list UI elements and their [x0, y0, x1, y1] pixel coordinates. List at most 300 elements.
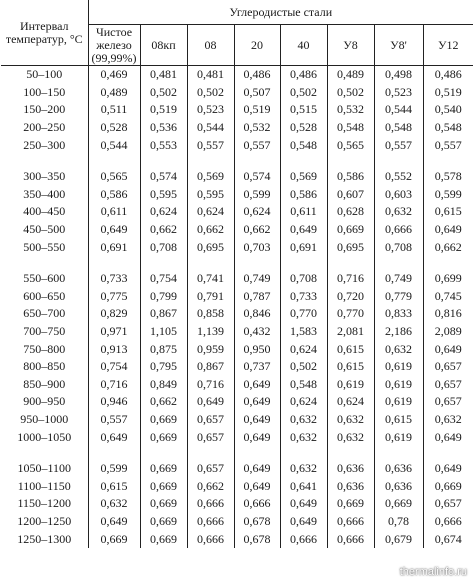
value-cell: 0,799 — [140, 288, 187, 306]
value-cell: 0,544 — [88, 136, 140, 154]
value-cell: 0,649 — [280, 495, 327, 513]
column-header-line: У12 — [438, 37, 459, 52]
value-cell: 0,624 — [327, 393, 374, 411]
value-cell: 0,552 — [374, 168, 423, 186]
value-cell: 0,615 — [434, 204, 462, 219]
spacer-cell — [234, 154, 280, 168]
value-cell: 0,770 — [327, 305, 374, 323]
value-cell: 0,486 — [234, 66, 280, 84]
value-cell: 0,619 — [327, 376, 374, 394]
value-cell: 0,548 — [434, 120, 462, 135]
group-spacer — [1, 154, 473, 168]
column-header — [140, 25, 187, 66]
value-cell: 0,662 — [187, 221, 234, 239]
table-row — [1, 186, 473, 204]
value-cell: 0,557 — [234, 136, 280, 154]
value-cell: 0,599 — [234, 186, 280, 204]
value-cell: 0,649 — [187, 393, 234, 411]
value-cell: 0,691 — [280, 238, 327, 256]
value-cell: 0,662 — [187, 477, 234, 495]
spacer-cell — [88, 256, 140, 270]
value-cell: 1,583 — [280, 323, 327, 341]
spacer-cell — [1, 256, 88, 270]
value-cell: 0,624 — [187, 203, 234, 221]
table-row — [1, 358, 473, 376]
value-cell: 0,669 — [140, 495, 187, 513]
value-cell: 0,649 — [434, 461, 462, 476]
value-cell: 0,716 — [327, 270, 374, 288]
value-cell: 0,502 — [327, 84, 374, 102]
table-row — [1, 495, 473, 513]
temperature-range-cell: 900–950 — [1, 393, 88, 411]
value-cell: 0,795 — [140, 358, 187, 376]
value-cell: 0,548 — [280, 376, 327, 394]
spacer-cell — [280, 446, 327, 460]
table-row — [1, 513, 473, 531]
value-cell: 0,737 — [234, 358, 280, 376]
temperature-range-cell: 1050–1100 — [1, 460, 88, 478]
value-cell: 0,649 — [88, 513, 140, 531]
value-cell: 0,565 — [327, 136, 374, 154]
value-cell: 0,624 — [234, 203, 280, 221]
temperature-range-cell: 350–400 — [1, 186, 88, 204]
table-row — [1, 270, 473, 288]
value-cell: 0,662 — [234, 221, 280, 239]
value-cell: 0,432 — [234, 323, 280, 341]
spacer-cell — [280, 256, 327, 270]
temperature-range-cell: 250–300 — [1, 136, 88, 154]
value-cell: 0,666 — [434, 513, 462, 528]
value-cell: 1,105 — [140, 323, 187, 341]
spacer-cell — [140, 154, 187, 168]
value-cell: 0,532 — [234, 119, 280, 137]
temperature-range-cell: 850–900 — [1, 376, 88, 394]
value-cell: 0,536 — [140, 119, 187, 137]
row-header-line: Интервал — [19, 18, 69, 33]
value-cell: 0,662 — [140, 393, 187, 411]
value-cell: 0,502 — [280, 84, 327, 102]
value-cell: 0,553 — [140, 136, 187, 154]
temperature-range-cell: 800–850 — [1, 358, 88, 376]
value-cell: 0,636 — [374, 460, 423, 478]
value-cell: 0,678 — [234, 513, 280, 531]
column-header — [187, 25, 234, 66]
value-cell: 0,649 — [234, 428, 280, 446]
value-cell: 0,695 — [187, 238, 234, 256]
value-cell: 1,139 — [187, 323, 234, 341]
value-cell: 0,699 — [434, 271, 462, 286]
value-cell: 0,666 — [187, 530, 234, 548]
table-row — [1, 530, 473, 548]
value-cell: 0,498 — [374, 66, 423, 84]
spacer-cell — [374, 446, 423, 460]
value-cell: 0,649 — [234, 393, 280, 411]
spacer-cell — [423, 256, 473, 270]
table-row — [1, 101, 473, 119]
value-cell: 0,523 — [187, 101, 234, 119]
value-cell: 0,615 — [327, 358, 374, 376]
value-cell: 0,569 — [187, 168, 234, 186]
value-cell: 0,636 — [374, 477, 423, 495]
temperature-range-cell: 300–350 — [1, 168, 88, 186]
column-header-line: У8 — [343, 37, 358, 52]
value-cell: 0,849 — [140, 376, 187, 394]
value-cell: 0,578 — [434, 169, 462, 184]
value-cell: 0,548 — [327, 119, 374, 137]
temperature-range-cell: 650–700 — [1, 305, 88, 323]
value-cell: 0,779 — [374, 288, 423, 306]
value-cell: 0,632 — [88, 495, 140, 513]
value-cell: 0,678 — [234, 530, 280, 548]
spacer-cell — [374, 154, 423, 168]
value-cell: 0,632 — [327, 411, 374, 429]
value-cell: 0,669 — [140, 460, 187, 478]
value-cell: 0,619 — [374, 428, 423, 446]
value-cell: 0,741 — [187, 270, 234, 288]
value-cell: 0,669 — [88, 530, 140, 548]
value-cell: 0,519 — [234, 101, 280, 119]
value-cell: 0,666 — [187, 513, 234, 531]
table-row — [1, 477, 473, 495]
value-cell: 0,669 — [327, 495, 374, 513]
value-cell: 0,662 — [140, 221, 187, 239]
value-cell: 0,636 — [327, 460, 374, 478]
column-header — [374, 25, 423, 66]
temperature-range-cell: 700–750 — [1, 323, 88, 341]
value-cell: 0,641 — [280, 477, 327, 495]
value-cell: 0,636 — [327, 477, 374, 495]
value-cell: 0,649 — [234, 460, 280, 478]
value-cell: 0,481 — [187, 66, 234, 84]
value-cell: 0,615 — [327, 340, 374, 358]
value-cell: 0,78 — [374, 513, 423, 531]
value-cell: 0,691 — [88, 238, 140, 256]
value-cell: 0,720 — [327, 288, 374, 306]
value-cell: 0,829 — [88, 305, 140, 323]
spacer-cell — [234, 446, 280, 460]
value-cell: 0,649 — [434, 341, 462, 356]
table-row — [1, 136, 473, 154]
watermark: thermalinfo.ru — [399, 566, 467, 578]
value-cell: 0,666 — [327, 513, 374, 531]
column-header-line: 40 — [297, 37, 310, 52]
value-cell: 0,669 — [140, 411, 187, 429]
spacer-cell — [327, 446, 374, 460]
value-cell: 0,669 — [140, 513, 187, 531]
value-cell: 0,716 — [88, 376, 140, 394]
spacer-cell — [327, 256, 374, 270]
table-row — [1, 411, 473, 429]
value-cell: 0,754 — [88, 358, 140, 376]
table-row — [1, 340, 473, 358]
table-row — [1, 66, 473, 84]
value-cell: 0,745 — [434, 288, 462, 303]
value-cell: 0,557 — [434, 137, 462, 152]
temperature-range-cell: 1100–1150 — [1, 477, 88, 495]
value-cell: 0,666 — [280, 530, 327, 548]
value-cell: 0,649 — [434, 429, 462, 444]
spacer-cell — [327, 154, 374, 168]
value-cell: 0,649 — [88, 221, 140, 239]
value-cell: 0,770 — [280, 305, 327, 323]
value-cell: 0,959 — [187, 340, 234, 358]
spacer-cell — [187, 154, 234, 168]
value-cell: 0,971 — [88, 323, 140, 341]
value-cell: 2,089 — [434, 324, 462, 339]
column-header — [280, 25, 327, 66]
spacer-cell — [1, 446, 88, 460]
value-cell: 0,603 — [374, 186, 423, 204]
value-cell: 0,481 — [140, 66, 187, 84]
column-header — [327, 25, 374, 66]
column-header-line: 20 — [251, 37, 263, 52]
spacer-cell — [1, 154, 88, 168]
temperature-range-cell: 100–150 — [1, 84, 88, 102]
value-cell: 0,544 — [374, 101, 423, 119]
value-cell: 0,519 — [140, 101, 187, 119]
table-row — [1, 460, 473, 478]
spacer-cell — [88, 446, 140, 460]
value-cell: 0,619 — [374, 393, 423, 411]
group-spacer — [1, 256, 473, 270]
temperature-range-cell: 1150–1200 — [1, 495, 88, 513]
value-cell: 0,708 — [280, 270, 327, 288]
value-cell: 0,649 — [234, 411, 280, 429]
value-cell: 0,679 — [374, 530, 423, 548]
value-cell: 0,632 — [374, 203, 423, 221]
value-cell: 0,846 — [234, 305, 280, 323]
value-cell: 0,649 — [280, 513, 327, 531]
spacer-cell — [280, 154, 327, 168]
value-cell: 0,632 — [434, 411, 462, 426]
value-cell: 0,628 — [327, 203, 374, 221]
value-cell: 0,662 — [434, 239, 462, 254]
value-cell: 0,913 — [88, 340, 140, 358]
row-header — [1, 0, 88, 66]
value-cell: 0,657 — [187, 460, 234, 478]
table-row — [1, 428, 473, 446]
value-cell: 0,624 — [140, 203, 187, 221]
spacer-cell — [187, 446, 234, 460]
spacer-cell — [423, 446, 473, 460]
value-cell: 0,632 — [280, 428, 327, 446]
column-header-line: 08 — [204, 37, 217, 52]
column-header-line: У8' — [390, 37, 407, 52]
value-cell: 0,649 — [280, 221, 327, 239]
table-row — [1, 203, 473, 221]
value-cell: 0,519 — [434, 84, 462, 99]
value-cell: 0,666 — [234, 495, 280, 513]
column-header-line: железо — [96, 37, 132, 52]
value-cell: 0,599 — [88, 460, 140, 478]
value-cell: 0,657 — [434, 359, 462, 374]
value-cell: 0,669 — [327, 221, 374, 239]
value-cell: 0,632 — [280, 460, 327, 478]
value-cell: 0,515 — [280, 101, 327, 119]
value-cell: 0,858 — [187, 305, 234, 323]
value-cell: 0,733 — [88, 270, 140, 288]
value-cell: 0,544 — [187, 119, 234, 137]
value-cell: 0,669 — [140, 428, 187, 446]
temperature-range-cell: 550–600 — [1, 270, 88, 288]
value-cell: 0,787 — [234, 288, 280, 306]
table-row — [1, 323, 473, 341]
temperature-range-cell: 50–100 — [1, 66, 88, 84]
value-cell: 0,649 — [234, 376, 280, 394]
value-cell: 0,548 — [374, 119, 423, 137]
value-cell: 0,569 — [280, 168, 327, 186]
value-cell: 0,469 — [88, 66, 140, 84]
value-cell: 0,749 — [234, 270, 280, 288]
value-cell: 0,875 — [140, 340, 187, 358]
value-cell: 0,666 — [374, 221, 423, 239]
value-cell: 0,595 — [140, 186, 187, 204]
value-cell: 0,624 — [280, 340, 327, 358]
spacer-cell — [423, 154, 473, 168]
group-spacer — [1, 446, 473, 460]
value-cell: 0,502 — [187, 84, 234, 102]
value-cell: 0,599 — [434, 186, 462, 201]
value-cell: 0,666 — [187, 495, 234, 513]
spacer-cell — [374, 256, 423, 270]
value-cell: 0,632 — [374, 340, 423, 358]
specific-heat-table — [1, 0, 473, 548]
value-cell: 0,548 — [280, 136, 327, 154]
value-cell: 0,586 — [280, 186, 327, 204]
value-cell: 0,708 — [140, 238, 187, 256]
value-cell: 0,657 — [187, 428, 234, 446]
value-cell: 0,486 — [280, 66, 327, 84]
value-cell: 0,833 — [374, 305, 423, 323]
temperature-range-cell: 500–550 — [1, 238, 88, 256]
value-cell: 0,632 — [327, 428, 374, 446]
value-cell: 0,489 — [327, 66, 374, 84]
column-header-line: 08кп — [151, 37, 176, 52]
value-cell: 2,186 — [374, 323, 423, 341]
value-cell: 0,708 — [374, 238, 423, 256]
value-cell: 0,674 — [434, 531, 462, 546]
value-cell: 0,595 — [187, 186, 234, 204]
table-row — [1, 119, 473, 137]
value-cell: 0,574 — [234, 168, 280, 186]
group-header: Углеродистые стали — [88, 0, 473, 25]
value-cell: 0,669 — [434, 478, 462, 493]
value-cell: 0,611 — [280, 203, 327, 221]
value-cell: 0,557 — [88, 411, 140, 429]
value-cell: 0,502 — [280, 358, 327, 376]
table-row — [1, 221, 473, 239]
value-cell: 0,615 — [88, 477, 140, 495]
value-cell: 0,657 — [434, 394, 462, 409]
value-cell: 0,502 — [140, 84, 187, 102]
value-cell: 0,669 — [140, 477, 187, 495]
temperature-range-cell: 950–1000 — [1, 411, 88, 429]
document-page — [1, 0, 473, 581]
temperature-range-cell: 450–500 — [1, 221, 88, 239]
temperature-range-cell: 750–800 — [1, 340, 88, 358]
value-cell: 0,749 — [374, 270, 423, 288]
temperature-range-cell: 400–450 — [1, 203, 88, 221]
value-cell: 0,557 — [187, 136, 234, 154]
value-cell: 0,486 — [434, 67, 462, 82]
value-cell: 0,666 — [327, 530, 374, 548]
value-cell: 0,649 — [434, 222, 462, 237]
value-cell: 0,657 — [187, 411, 234, 429]
value-cell: 0,754 — [140, 270, 187, 288]
value-cell: 0,657 — [434, 496, 462, 511]
value-cell: 0,528 — [280, 119, 327, 137]
table-row — [1, 238, 473, 256]
table-row — [1, 376, 473, 394]
value-cell: 0,528 — [88, 119, 140, 137]
value-cell: 0,703 — [234, 238, 280, 256]
value-cell: 0,867 — [187, 358, 234, 376]
temperature-range-cell: 1200–1250 — [1, 513, 88, 531]
value-cell: 0,507 — [234, 84, 280, 102]
value-cell: 0,619 — [374, 358, 423, 376]
value-cell: 0,607 — [327, 186, 374, 204]
row-header-line: температур, °С — [5, 31, 83, 46]
value-cell: 0,816 — [434, 306, 462, 321]
value-cell: 0,611 — [88, 203, 140, 221]
value-cell: 0,557 — [374, 136, 423, 154]
value-cell: 0,615 — [374, 411, 423, 429]
value-cell: 0,669 — [140, 530, 187, 548]
value-cell: 0,733 — [280, 288, 327, 306]
value-cell: 0,649 — [88, 428, 140, 446]
spacer-cell — [187, 256, 234, 270]
column-header — [423, 25, 473, 66]
value-cell: 0,716 — [187, 376, 234, 394]
temperature-range-cell: 600–650 — [1, 288, 88, 306]
temperature-range-cell: 1000–1050 — [1, 428, 88, 446]
table-row — [1, 393, 473, 411]
value-cell: 0,669 — [374, 495, 423, 513]
table-row — [1, 168, 473, 186]
temperature-range-cell: 200–250 — [1, 119, 88, 137]
value-cell: 0,791 — [187, 288, 234, 306]
value-cell: 0,532 — [327, 101, 374, 119]
value-cell: 0,624 — [280, 393, 327, 411]
spacer-cell — [140, 446, 187, 460]
value-cell: 0,695 — [327, 238, 374, 256]
column-header — [234, 25, 280, 66]
value-cell: 0,867 — [140, 305, 187, 323]
column-header-line: Чистое — [95, 24, 133, 39]
value-cell: 0,511 — [88, 101, 140, 119]
table-body — [1, 66, 473, 548]
spacer-cell — [140, 256, 187, 270]
spacer-cell — [234, 256, 280, 270]
table-row — [1, 305, 473, 323]
value-cell: 0,946 — [88, 393, 140, 411]
value-cell: 0,950 — [234, 340, 280, 358]
value-cell: 0,586 — [88, 186, 140, 204]
table-row — [1, 288, 473, 306]
value-cell: 2,081 — [327, 323, 374, 341]
value-cell: 0,649 — [234, 477, 280, 495]
value-cell: 0,632 — [280, 411, 327, 429]
spacer-cell — [88, 154, 140, 168]
value-cell: 0,586 — [327, 168, 374, 186]
value-cell: 0,657 — [434, 376, 462, 391]
value-cell: 0,523 — [374, 84, 423, 102]
value-cell: 0,775 — [88, 288, 140, 306]
value-cell: 0,489 — [88, 84, 140, 102]
value-cell: 0,565 — [88, 168, 140, 186]
value-cell: 0,574 — [140, 168, 187, 186]
value-cell: 0,619 — [374, 376, 423, 394]
